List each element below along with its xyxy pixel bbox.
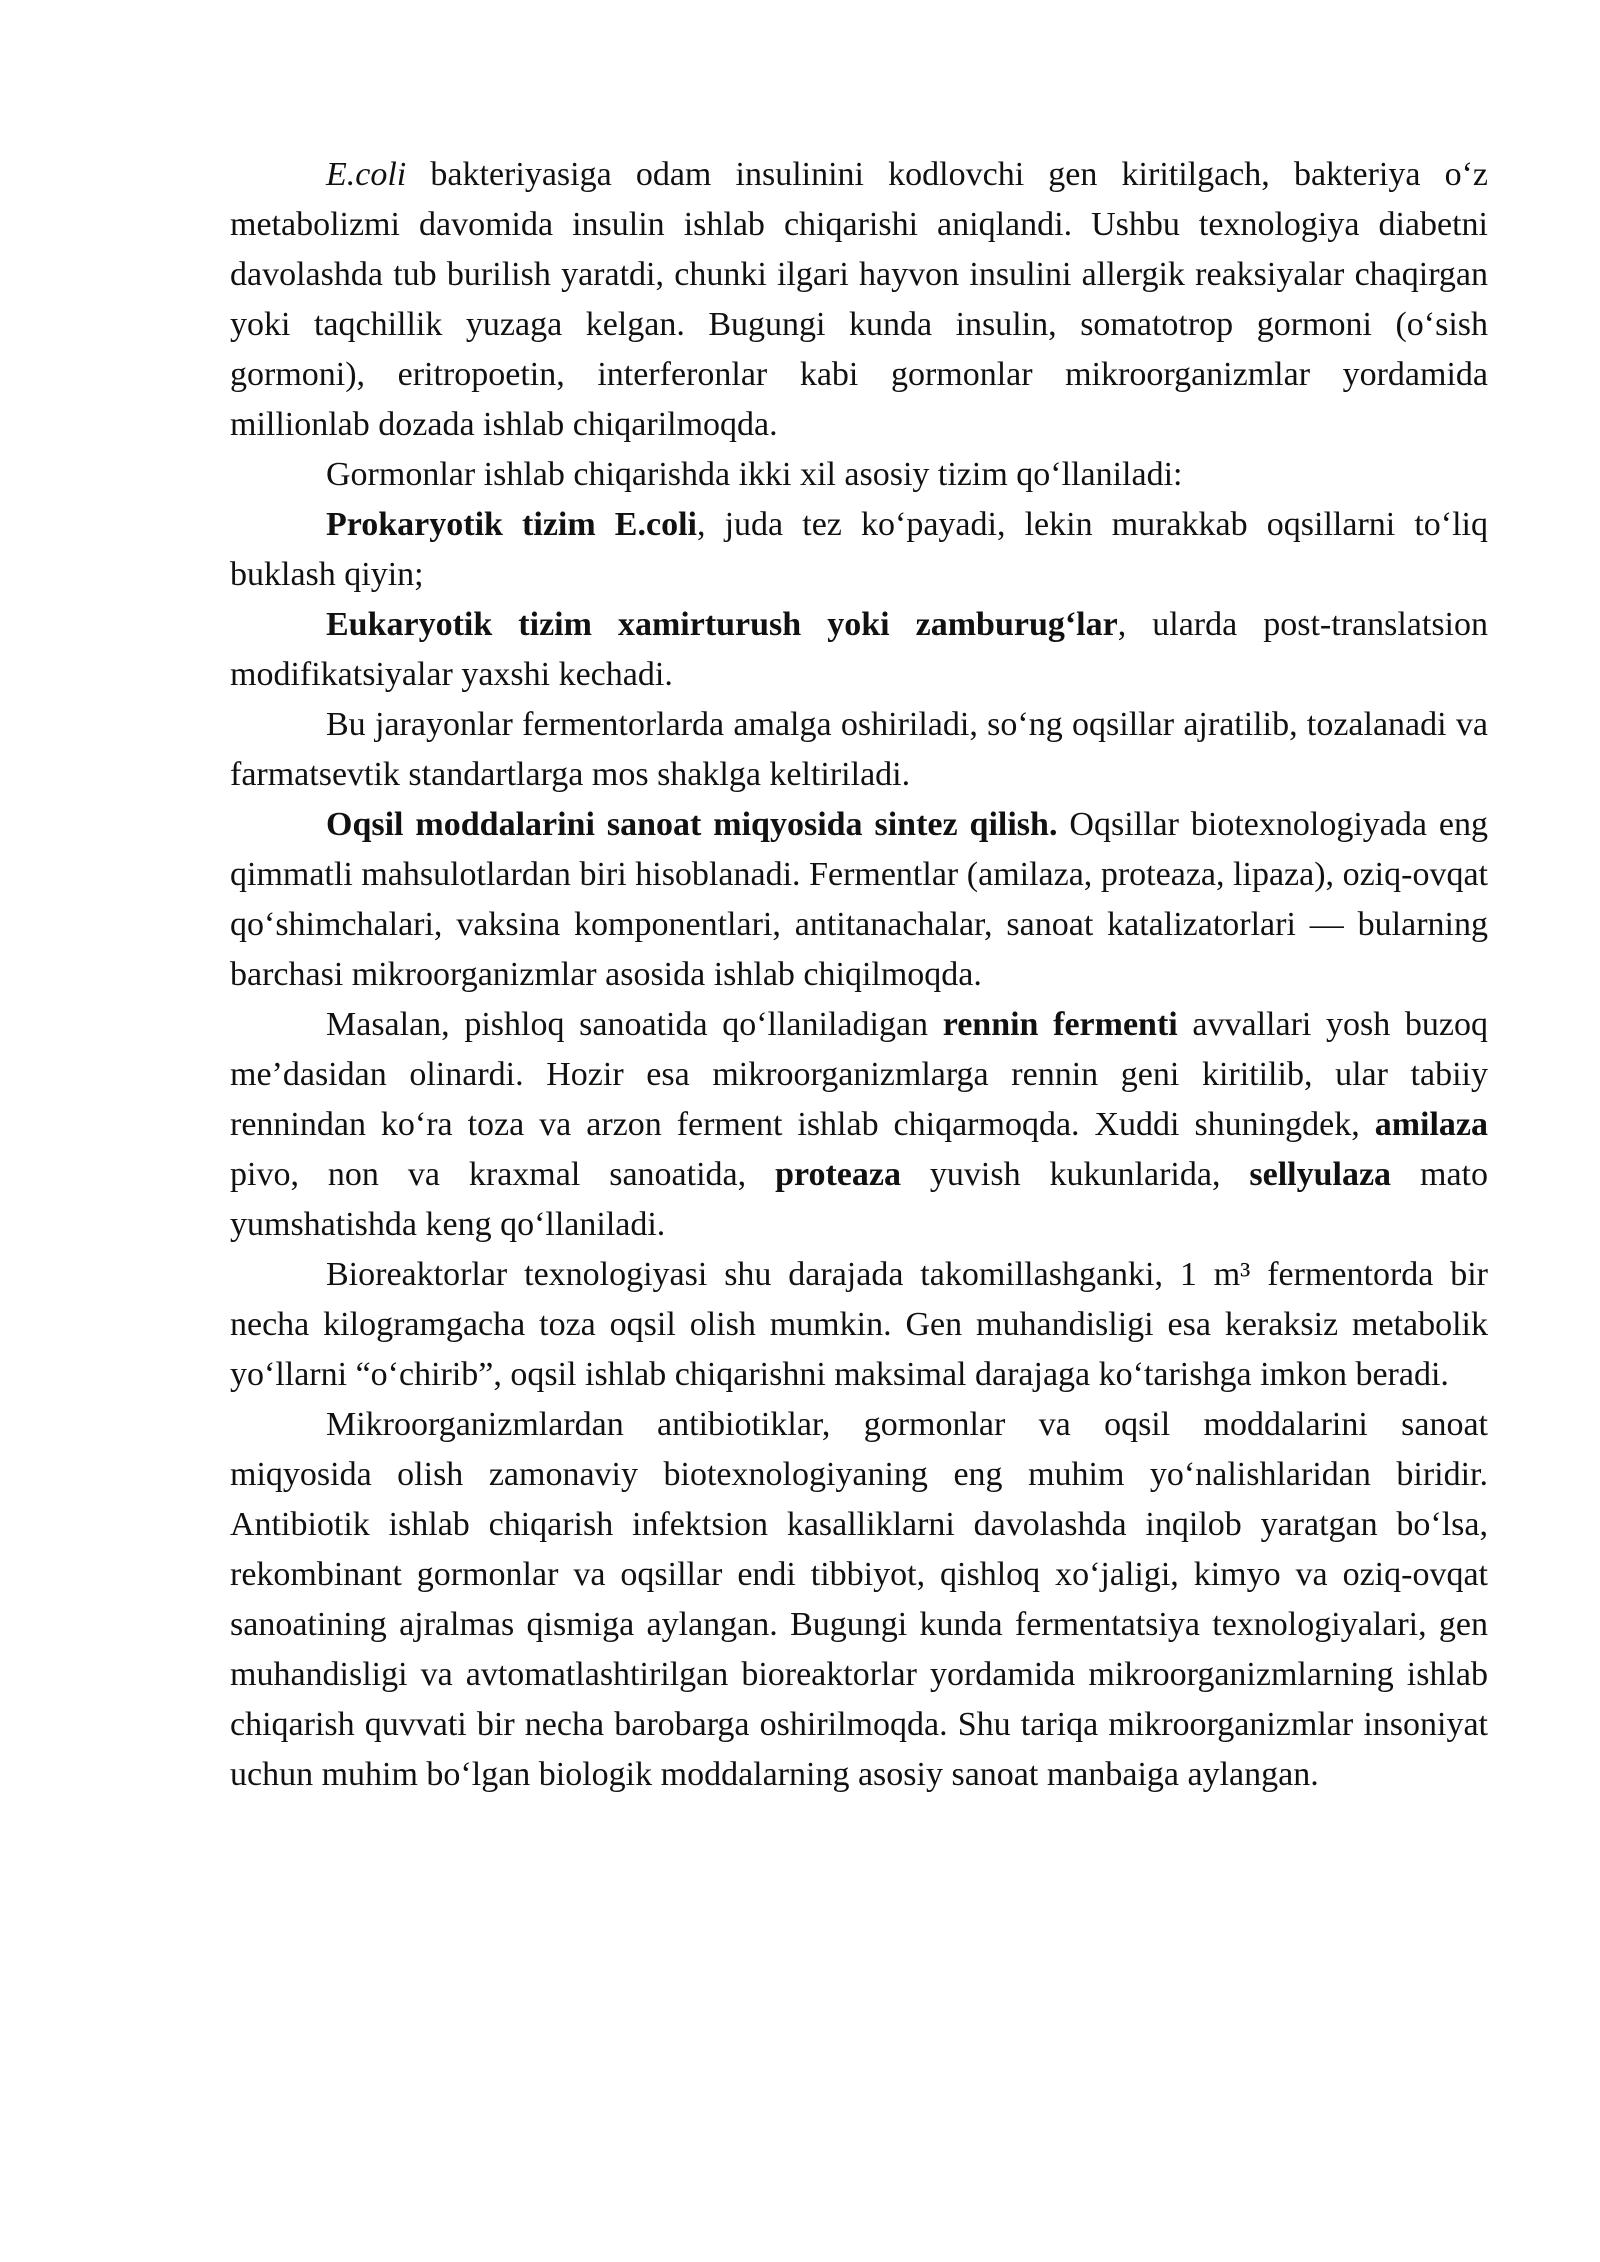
paragraph-ecoli-insulin xyxy=(230,150,1488,450)
paragraph-protein-synthesis xyxy=(230,800,1488,1000)
paragraph-two-systems xyxy=(230,450,1488,500)
bold-term-prokaryotic: Prokaryotik tizim E.coli xyxy=(326,506,697,543)
paragraph-rennin xyxy=(230,1000,1488,1250)
paragraph-text: , juda tez ko‘payadi, lekin murakkab oqsillarni to‘liq buklash qiyin; xyxy=(230,506,1488,593)
bold-term-eukaryotic: Eukaryotik tizim xamirturush yoki zamburug‘lar xyxy=(326,606,1118,643)
ecoli-italic-term: E.coli xyxy=(326,156,407,193)
paragraph-text: mato yumshatishda keng qo‘llaniladi. xyxy=(230,1156,1488,1243)
bold-term-amilaza: amilaza xyxy=(1374,1106,1488,1143)
document-page xyxy=(230,150,1488,1800)
bold-heading-protein-synthesis: Oqsil moddalarini sanoat miqyosida sintez qilish. xyxy=(326,806,1058,843)
paragraph-text: Oqsillar biotexnologiyada eng qimmatli mahsulotlardan biri hisoblanadi. Fermentlar (amilaza, proteaza, lipaza), oziq-ovqat qo‘shimchalari, vaksina komponentlari, antitanachalar, sanoat katalizatorlari — bularning barchasi mikroorganizmlar asosida ishlab chiqilmoqda. xyxy=(230,806,1489,993)
paragraph-text: Gormonlar ishlab chiqarishda ikki xil asosiy tizim qo‘llaniladi: xyxy=(326,456,1183,493)
paragraph-text: Masalan, pishloq sanoatida qo‘llaniladigan xyxy=(326,1006,943,1043)
paragraph-bioreactors xyxy=(230,1250,1488,1400)
paragraph-prokaryotic xyxy=(230,500,1488,600)
bold-term-proteaza: proteaza xyxy=(775,1156,901,1193)
paragraph-text: , ularda post-translatsion modifikatsiyalar yaxshi kechadi. xyxy=(230,606,1488,693)
paragraph-text: yuvish kukunlarida, xyxy=(900,1156,1250,1193)
paragraph-text: avvallari yosh buzoq me’dasidan olinardi. Hozir esa mikroorganizmlarga rennin geni kiritilib, ular tabiiy rennindan ko‘ra toza va arzon ferment ishlab chiqarmoqda. Xuddi shuningdek, xyxy=(230,1006,1488,1143)
paragraph-text: Bu jarayonlar fermentorlarda amalga oshiriladi, so‘ng oqsillar ajratilib, tozalanadi va farmatsevtik standartlarga mos shaklga keltiriladi. xyxy=(230,706,1488,793)
paragraph-conclusion xyxy=(230,1400,1488,1800)
bold-term-rennin: rennin fermenti xyxy=(942,1006,1178,1043)
paragraph-text: bakteriyasiga odam insulinini kodlovchi gen kiritilgach, bakteriya o‘z metabolizmi davomida insulin ishlab chiqarishi aniqlandi. Ushbu texnologiya diabetni davolashda tub burilish yaratdi, chunki ilgari hayvon insulini allergik reaksiyalar chaqirgan yoki taqchillik yuzaga kelgan. Bugungi kunda insulin, somatotrop gormoni (o‘sish gormoni), eritropoetin, interferonlar kabi gormonlar mikroorganizmlar yordamida millionlab dozada ishlab chiqarilmoqda. xyxy=(230,156,1488,443)
paragraph-fermentors xyxy=(230,700,1488,800)
paragraph-eukaryotic xyxy=(230,600,1488,700)
bold-term-sellyulaza: sellyulaza xyxy=(1249,1156,1392,1193)
paragraph-text: Bioreaktorlar texnologiyasi shu darajada takomillashganki, 1 m³ fermentorda bir necha kilogramgacha toza oqsil olish mumkin. Gen muhandisligi esa keraksiz metabolik yo‘llarni “o‘chirib”, oqsil ishlab chiqarishni maksimal darajaga ko‘tarishga imkon beradi. xyxy=(230,1256,1488,1393)
paragraph-text: Mikroorganizmlardan antibiotiklar, gormonlar va oqsil moddalarini sanoat miqyosida olish zamonaviy biotexnologiyaning eng muhim yo‘nalishlaridan biridir. Antibiotik ishlab chiqarish infektsion kasalliklarni davolashda inqilob yaratgan bo‘lsa, rekombinant gormonlar va oqsillar endi tibbiyot, qishloq xo‘jaligi, kimyo va oziq-ovqat sanoatining ajralmas qismiga aylangan. Bugungi kunda fermentatsiya texnologiyalari, gen muhandisligi va avtomatlashtirilgan bioreaktorlar yordamida mikroorganizmlarning ishlab chiqarish quvvati bir necha barobarga oshirilmoqda. Shu tariqa mikroorganizmlar insoniyat uchun muhim bo‘lgan biologik moddalarning asosiy sanoat manbaiga aylangan. xyxy=(230,1406,1488,1793)
paragraph-text: pivo, non va kraxmal sanoatida, xyxy=(230,1156,776,1193)
